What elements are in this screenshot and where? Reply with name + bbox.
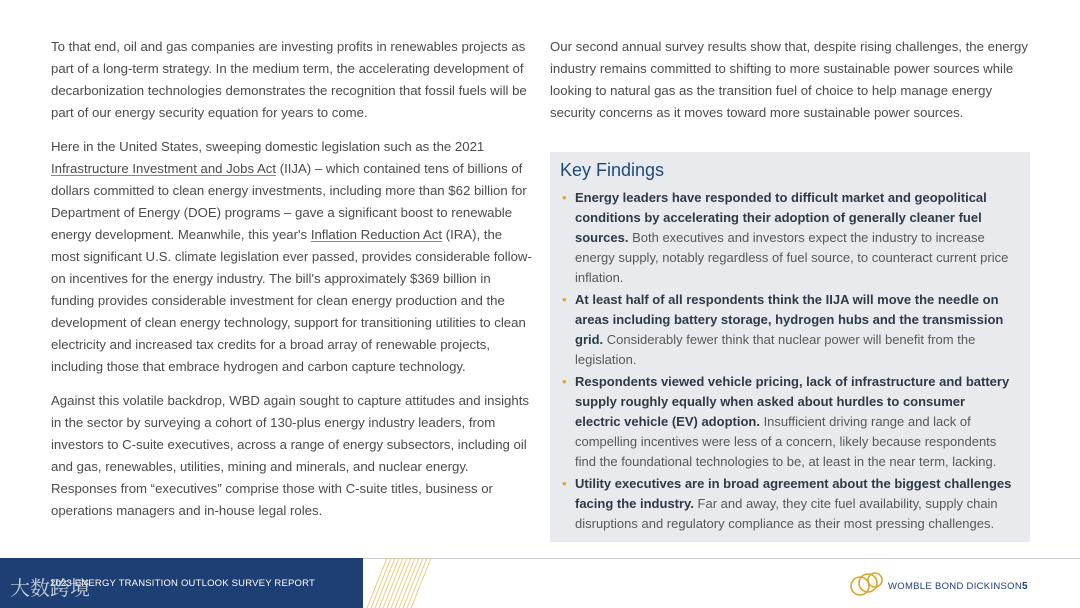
finding-detail: Both executives and investors expect the industry to increase energy supply, notably regardless of fuel source, to counteract current price inflation. — [575, 230, 1009, 285]
paragraph-text: (IRA), the most significant U.S. climate legislation ever passed, provides considerable follow-on incentives for the energy industry. The bill's approximately $369 billion in funding provides considerable investment for clean energy production and the development of clean energy technology, support for transitioning utilities to clean electricity and increased tax credits for a broad array of renewable projects, including those that embrace hydrogen and carbon capture technology. — [51, 227, 532, 374]
bullet-icon: • — [562, 476, 567, 491]
ira-link[interactable]: Inflation Reduction Act — [310, 227, 443, 242]
wbd-logo-icon — [848, 571, 884, 597]
bullet-icon: • — [562, 292, 567, 307]
finding-item — [560, 372, 1014, 472]
report-title: 2023 ENERGY TRANSITION OUTLOOK SURVEY REPORT — [50, 578, 316, 589]
footer-title-band — [0, 558, 363, 608]
iija-link[interactable]: Infrastructure Investment and Jobs Act — [51, 161, 277, 176]
finding-detail: Insufficient driving range and lack of compelling incentives were less of a concern, likely because respondents find the foundational technologies to be, at least in the near term, lacking. — [575, 414, 997, 469]
finding-item — [560, 474, 1014, 534]
finding-item — [560, 188, 1014, 288]
finding-lead: At least half of all respondents think the IIJA will move the needle on areas including battery storage, hydrogen hubs and the transmission grid. — [575, 292, 1004, 347]
left-column — [51, 36, 533, 534]
brand-name: WOMBLE BOND DICKINSON — [888, 581, 1023, 592]
finding-detail: Far and away, they cite fuel availability, supply chain disruptions and regulatory compliance as their most pressing challenges. — [575, 496, 998, 531]
finding-lead: Energy leaders have responded to difficult market and geopolitical conditions by accelerating their adoption of generally cleaner fuel sources. — [575, 190, 987, 245]
paragraph-text: (IIJA) – which contained tens of billions of dollars committed to clean energy investments, including more than $62 billion for Department of Energy (DOE) programs – gave a significant boost to renewable energy development. Meanwhile, this year's — [51, 161, 527, 242]
key-findings-panel — [550, 152, 1030, 542]
gold-stripe-decoration — [363, 558, 435, 608]
bullet-icon: • — [562, 374, 567, 389]
stripe-pattern-icon — [363, 558, 435, 608]
paragraph-survey-results: Our second annual survey results show that, despite rising challenges, the energy industry remains committed to shifting to more sustainable power sources while looking to natural gas as the transition fuel of choice to help manage energy security concerns as it moves toward more sustainable power sources. — [550, 39, 1028, 120]
page-footer — [0, 558, 1080, 608]
page-number: 5 — [1022, 581, 1028, 592]
finding-lead: Respondents viewed vehicle pricing, lack of infrastructure and battery supply roughly equally when asked about hurdles to consumer electric vehicle (EV) adoption. — [575, 374, 1010, 429]
finding-lead: Utility executives are in broad agreement about the biggest challenges facing the industry. — [575, 476, 1012, 511]
paragraph-survey-backdrop: Against this volatile backdrop, WBD again sought to capture attitudes and insights in the sector by surveying a cohort of 130-plus energy industry leaders, from investors to C-suite executives, across a range of energy subsectors, including oil and gas, renewables, utilities, mining and minerals, and nuclear energy. Responses from “executives” comprise those with C-suite titles, business or operations managers and in-house legal roles. — [51, 393, 529, 518]
key-findings-title: Key Findings — [560, 160, 665, 180]
key-findings-list — [560, 188, 1014, 534]
bullet-icon: • — [562, 190, 567, 205]
paragraph-text: Here in the United States, sweeping domestic legislation such as the 2021 — [51, 139, 485, 154]
paragraph-legislation — [51, 136, 533, 378]
right-column — [550, 36, 1030, 136]
finding-item — [560, 290, 1014, 370]
finding-detail: Considerably fewer think that nuclear power will benefit from the legislation. — [575, 332, 976, 367]
watermark: 大数跨境 — [10, 576, 90, 600]
paragraph-investing-profits: To that end, oil and gas companies are investing profits in renewables projects as part of a long-term strategy. In the medium term, the accelerating development of decarbonization technologies demonstrates the recognition that fossil fuels will be part of our energy security equation for years to come. — [51, 39, 527, 120]
